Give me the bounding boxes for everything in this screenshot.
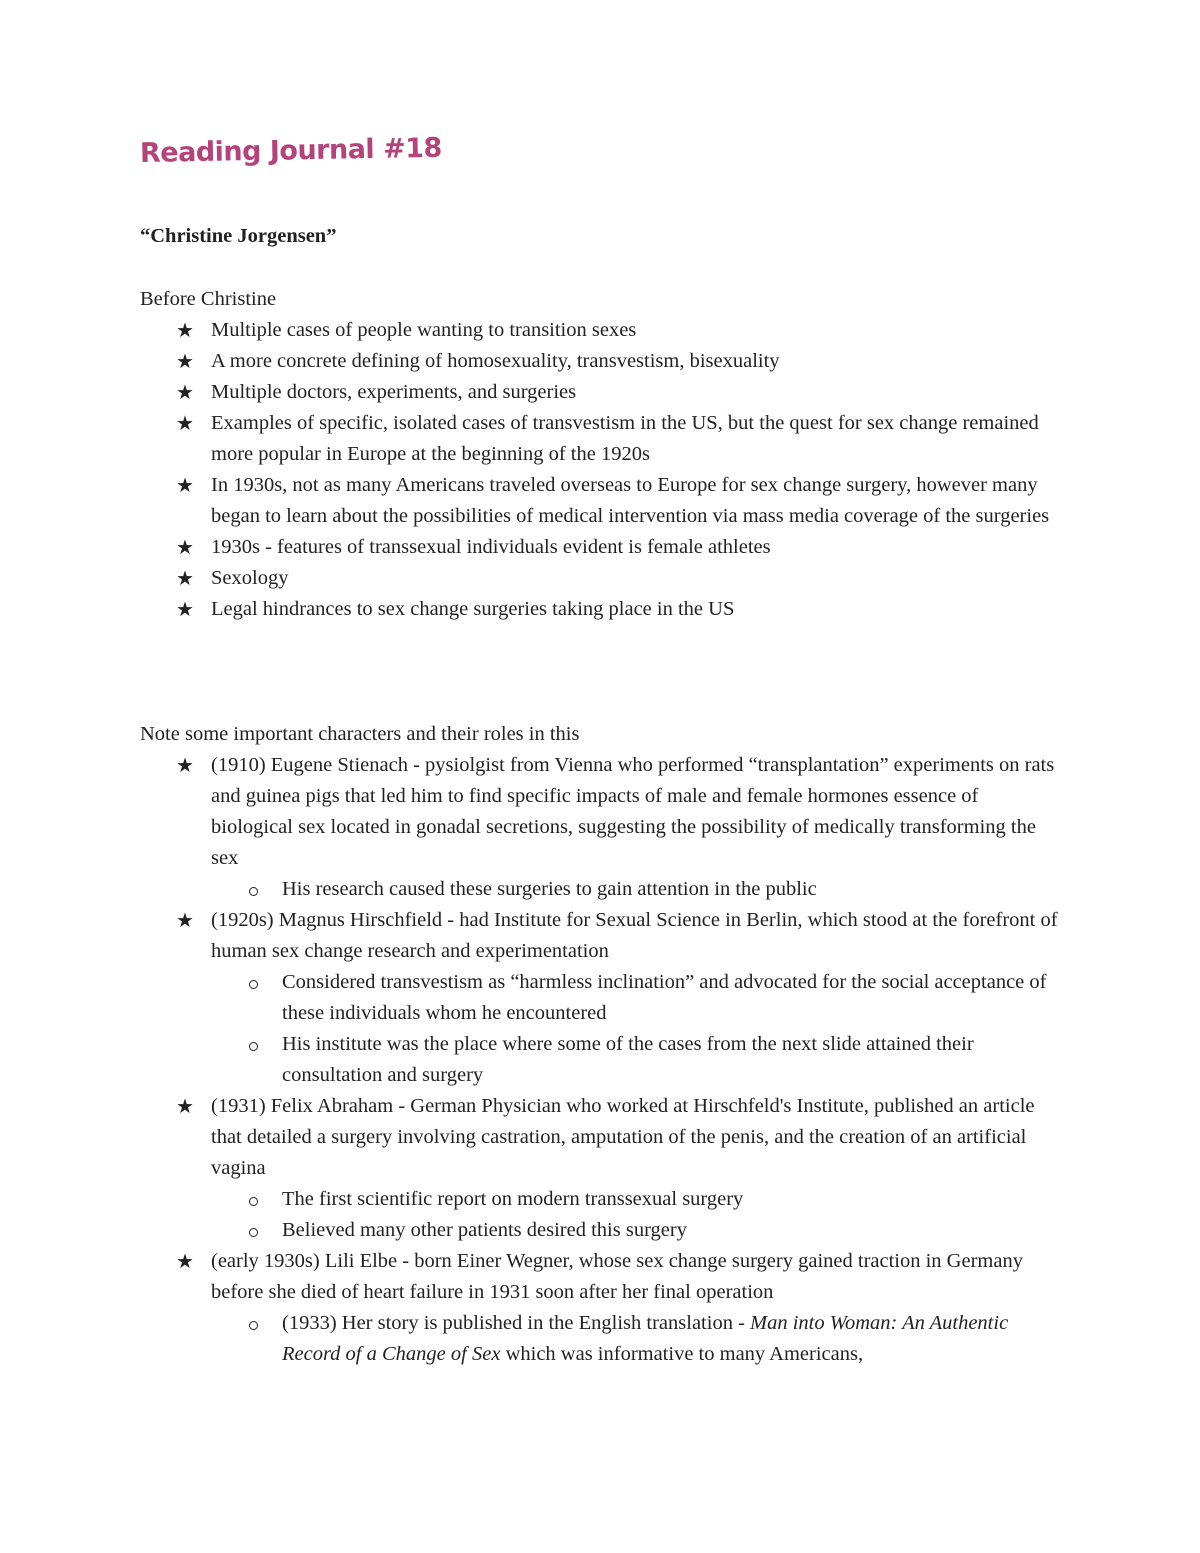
list-item-text: (1920s) Magnus Hirschfield - had Institute for Sexual Science in Berlin, which stood at the forefront of human sex change research and experimentation xyxy=(211,909,1058,962)
star-bullet-icon: ★ xyxy=(176,908,194,932)
star-bullet-icon: ★ xyxy=(176,1249,194,1273)
list-item-text: A more concrete defining of homosexuality, transvestism, bisexuality xyxy=(211,350,780,372)
list-item xyxy=(140,1091,1060,1246)
list-item-text: (1910) Eugene Stienach - pysiolgist from Vienna who performed “transplantation” experiments on rats and guinea pigs that led him to find specific impacts of male and female hormones essence of biological sex located in gonadal secretions, suggesting the possibility of medically transforming the sex xyxy=(211,754,1055,869)
list-item xyxy=(140,408,1060,470)
sub-list-item-prefix: (1933) Her story is published in the English translation - xyxy=(282,1312,751,1334)
star-bullet-icon: ★ xyxy=(176,380,194,404)
page-title: Reading Journal #18 xyxy=(139,132,443,169)
sub-list-item-text: His institute was the place where some of the cases from the next slide attained their consultation and surgery xyxy=(282,1033,974,1086)
star-bullet-icon: ★ xyxy=(176,535,194,559)
sub-list-item xyxy=(211,1215,1060,1246)
list-item xyxy=(140,750,1060,905)
star-bullet-icon: ★ xyxy=(176,753,194,777)
list-item xyxy=(140,1246,1060,1370)
star-bullet-icon: ★ xyxy=(176,473,194,497)
bullet-list xyxy=(140,315,1060,625)
bullet-list xyxy=(140,750,1060,1370)
star-bullet-icon: ★ xyxy=(176,349,194,373)
book-title: Man into Woman: An Authentic Record of a Change of Sex xyxy=(282,1312,1009,1365)
list-item xyxy=(140,315,1060,346)
list-item xyxy=(140,905,1060,1091)
sub-list-item-text: Considered transvestism as “harmless inclination” and advocated for the social acceptance of these individuals whom he encountered xyxy=(282,971,1047,1024)
list-item xyxy=(140,532,1060,563)
sub-list-item-suffix: which was informative to many Americans, xyxy=(500,1343,864,1365)
circle-bullet-icon xyxy=(249,887,258,896)
section-important-characters xyxy=(140,719,1060,1370)
sub-bullet-list xyxy=(211,1308,1060,1370)
star-bullet-icon: ★ xyxy=(176,318,194,342)
circle-bullet-icon xyxy=(249,1228,258,1237)
list-item xyxy=(140,377,1060,408)
star-bullet-icon: ★ xyxy=(176,411,194,435)
list-item-text: Multiple doctors, experiments, and surgeries xyxy=(211,381,577,403)
section-before-christine xyxy=(140,284,1060,625)
sub-bullet-list xyxy=(211,967,1060,1091)
sub-list-item xyxy=(211,1029,1060,1091)
list-item xyxy=(140,470,1060,532)
list-item xyxy=(140,346,1060,377)
list-item xyxy=(140,563,1060,594)
sub-list-item xyxy=(211,967,1060,1029)
sub-bullet-list xyxy=(211,1184,1060,1246)
sub-list-item xyxy=(211,1184,1060,1215)
list-item-text: 1930s - features of transsexual individuals evident is female athletes xyxy=(211,536,771,558)
circle-bullet-icon xyxy=(249,1197,258,1206)
sub-list-item-text: The first scientific report on modern transsexual surgery xyxy=(282,1188,744,1210)
list-item-text: In 1930s, not as many Americans traveled overseas to Europe for sex change surgery, however many began to learn about the possibilities of medical intervention via mass media coverage of the surgeries xyxy=(211,474,1050,527)
section-heading: Before Christine xyxy=(140,288,277,310)
star-bullet-icon: ★ xyxy=(176,597,194,621)
reading-subtitle: “Christine Jorgensen” xyxy=(140,225,337,247)
list-item xyxy=(140,594,1060,625)
list-item-text: Sexology xyxy=(211,567,289,589)
star-bullet-icon: ★ xyxy=(176,566,194,590)
sub-list-item-text: Believed many other patients desired this surgery xyxy=(282,1219,687,1241)
circle-bullet-icon xyxy=(249,1321,258,1330)
circle-bullet-icon xyxy=(249,980,258,989)
sub-list-item xyxy=(211,874,1060,905)
list-item-text: Multiple cases of people wanting to transition sexes xyxy=(211,319,637,341)
circle-bullet-icon xyxy=(249,1042,258,1051)
list-item-text: Examples of specific, isolated cases of transvestism in the US, but the quest for sex change remained more popular in Europe at the beginning of the 1920s xyxy=(211,412,1039,465)
sub-list-item xyxy=(211,1308,1060,1370)
sub-list-item-text: His research caused these surgeries to gain attention in the public xyxy=(282,878,817,900)
sub-bullet-list xyxy=(211,874,1060,905)
list-item-text: (early 1930s) Lili Elbe - born Einer Wegner, whose sex change surgery gained traction in Germany before she died of heart failure in 1931 soon after her final operation xyxy=(211,1250,1023,1303)
list-item-text: (1931) Felix Abraham - German Physician who worked at Hirschfeld's Institute, published an article that detailed a surgery involving castration, amputation of the penis, and the creation of an artificial vagina xyxy=(211,1095,1035,1179)
section-heading: Note some important characters and their roles in this xyxy=(140,723,580,745)
star-bullet-icon: ★ xyxy=(176,1094,194,1118)
list-item-text: Legal hindrances to sex change surgeries taking place in the US xyxy=(211,598,735,620)
